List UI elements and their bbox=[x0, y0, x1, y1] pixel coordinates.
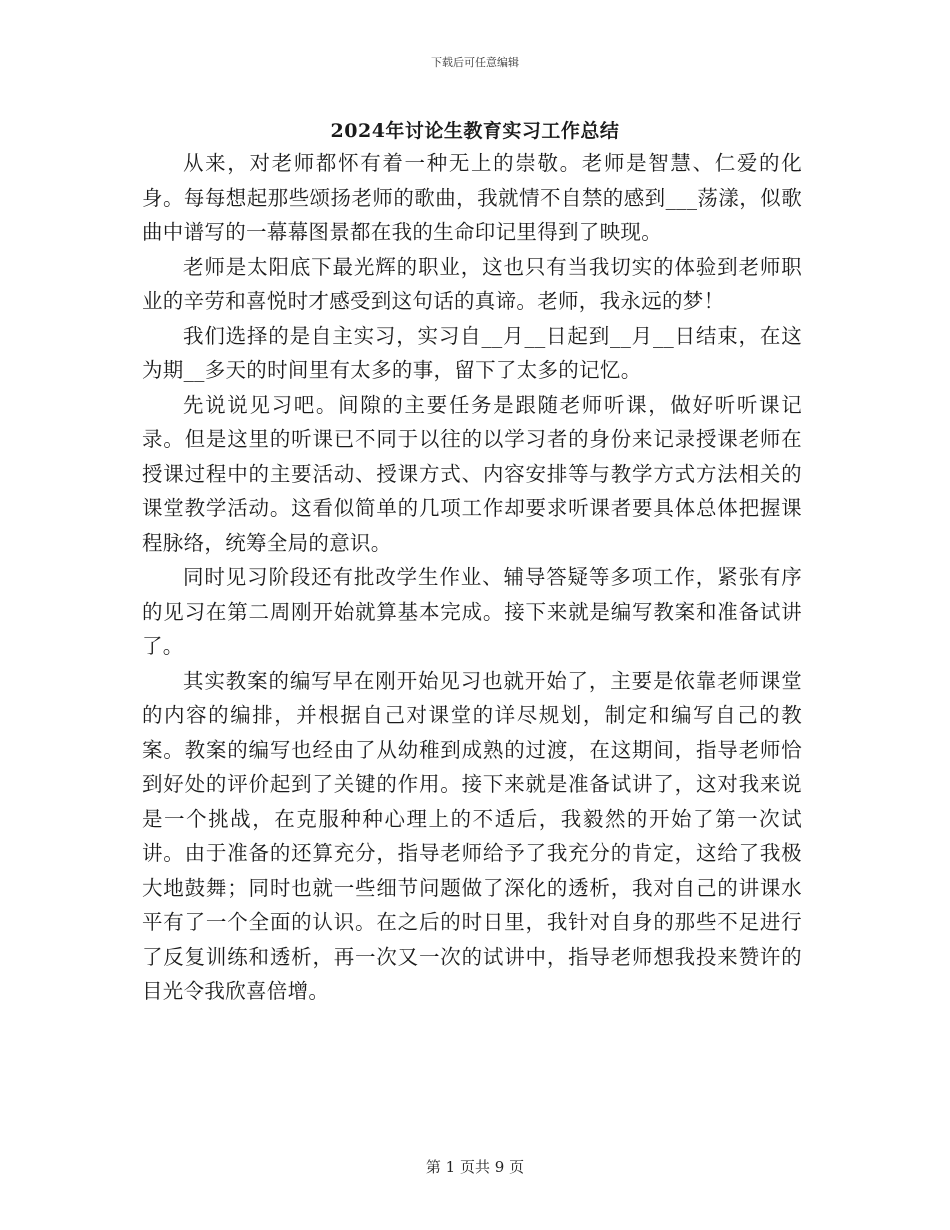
paragraph: 从来，对老师都怀有着一种无上的崇敬。老师是智慧、仁爱的化身。每每想起那些颂扬老师的歌曲，我就情不自禁的感到___荡漾，似歌曲中谱写的一幕幕图景都在我的生命印记里得到了映现。 bbox=[142, 151, 802, 244]
document-body bbox=[142, 146, 802, 1009]
paragraph: 同时见习阶段还有批改学生作业、辅导答疑等多项工作，紧张有序的见习在第二周刚开始就算基本完成。接下来就是编写教案和准备试讲了。 bbox=[142, 565, 802, 658]
paragraph: 先说说见习吧。间隙的主要任务是跟随老师听课，做好听听课记录。但是这里的听课已不同于以往的以学习者的身份来记录授课老师在授课过程中的主要活动、授课方式、内容安排等与教学方式方法相关的课堂教学活动。这看似简单的几项工作却要求听课者要具体总体把握课程脉络，统筹全局的意识。 bbox=[142, 392, 802, 555]
header-note: 下载后可任意编辑 bbox=[431, 56, 519, 69]
page-number: 第 1 页共 9 页 bbox=[425, 1158, 525, 1176]
paragraph: 老师是太阳底下最光辉的职业，这也只有当我切实的体验到老师职业的辛劳和喜悦时才感受到这句话的真谛。老师，我永远的梦！ bbox=[142, 254, 802, 313]
document-title: 2024年讨论生教育实习工作总结 bbox=[330, 120, 620, 142]
paragraph: 其实教案的编写早在刚开始见习也就开始了，主要是依靠老师课堂的内容的编排，并根据自己对课堂的详尽规划，制定和编写自己的教案。教案的编写也经由了从幼稚到成熟的过渡，在这期间，指导老师恰到好处的评价起到了关键的作用。接下来就是准备试讲了，这对我来说是一个挑战，在克服种种心理上的不适后，我毅然的开始了第一次试讲。由于准备的还算充分，指导老师给予了我充分的肯定，这给了我极大地鼓舞；同时也就一些细节问题做了深化的透析，我对自己的讲课水平有了一个全面的认识。在之后的时日里，我针对自身的那些不足进行了反复训练和透析，再一次又一次的试讲中，指导老师想我投来赞许的目光令我欣喜倍增。 bbox=[142, 668, 802, 1003]
paragraph: 我们选择的是自主实习，实习自__月__日起到__月__日结束，在这为期__多天的时间里有太多的事，留下了太多的记忆。 bbox=[142, 323, 802, 382]
